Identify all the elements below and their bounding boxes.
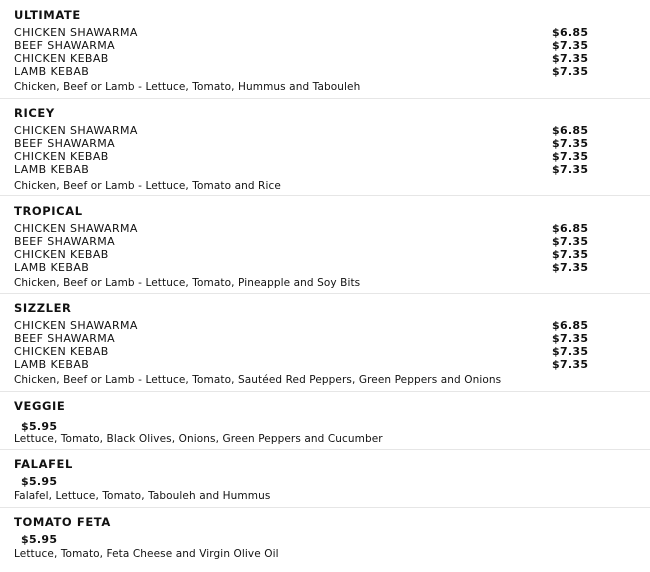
menu-item	[14, 26, 614, 39]
item-price: $7.35	[552, 248, 589, 261]
item-name: LAMB KEBAB	[14, 163, 90, 176]
item-name: CHICKEN KEBAB	[14, 248, 109, 261]
section-title: RICEY	[14, 106, 55, 120]
item-name: CHICKEN KEBAB	[14, 150, 109, 163]
menu-item	[14, 39, 614, 52]
menu-section-tropical	[0, 195, 650, 294]
item-name: CHICKEN KEBAB	[14, 345, 109, 358]
menu-section-ultimate	[0, 0, 650, 98]
section-description: Falafel, Lettuce, Tomato, Tabouleh and Hummus	[14, 490, 271, 502]
section-title: TROPICAL	[14, 204, 83, 218]
item-name: CHICKEN SHAWARMA	[14, 124, 138, 137]
item-name: CHICKEN SHAWARMA	[14, 222, 138, 235]
item-price: $7.35	[552, 163, 589, 176]
menu-item	[14, 222, 614, 235]
item-price: $7.35	[552, 39, 589, 52]
menu-item	[14, 124, 614, 137]
item-name: BEEF SHAWARMA	[14, 235, 116, 248]
menu-item	[14, 248, 614, 261]
item-price: $7.35	[552, 150, 589, 163]
menu-item	[14, 261, 614, 274]
menu-item	[14, 235, 614, 248]
item-name: CHICKEN SHAWARMA	[14, 26, 138, 39]
item-price: $6.85	[552, 26, 589, 39]
section-title: TOMATO FETA	[14, 515, 111, 529]
section-price: $5.95	[21, 420, 58, 433]
menu-section-tomato-feta	[0, 507, 650, 572]
menu-item	[14, 150, 614, 163]
menu-item	[14, 332, 614, 345]
item-name: LAMB KEBAB	[14, 358, 90, 371]
menu-item	[14, 52, 614, 65]
item-name: LAMB KEBAB	[14, 65, 90, 78]
item-price: $7.35	[552, 65, 589, 78]
item-price: $7.35	[552, 358, 589, 371]
item-name: LAMB KEBAB	[14, 261, 90, 274]
section-title: VEGGIE	[14, 399, 66, 413]
item-price: $6.85	[552, 319, 589, 332]
menu-item	[14, 345, 614, 358]
section-price: $5.95	[21, 533, 58, 546]
section-price: $5.95	[21, 475, 58, 488]
menu-section-veggie	[0, 391, 650, 450]
section-description: Lettuce, Tomato, Black Olives, Onions, Green Peppers and Cucumber	[14, 433, 383, 445]
menu-item	[14, 137, 614, 150]
section-title: ULTIMATE	[14, 8, 81, 22]
section-description: Chicken, Beef or Lamb - Lettuce, Tomato and Rice	[14, 180, 281, 192]
section-description: Lettuce, Tomato, Feta Cheese and Virgin Olive Oil	[14, 548, 279, 560]
section-title: FALAFEL	[14, 457, 73, 471]
item-name: BEEF SHAWARMA	[14, 332, 116, 345]
item-price: $7.35	[552, 345, 589, 358]
section-title: SIZZLER	[14, 301, 72, 315]
section-description: Chicken, Beef or Lamb - Lettuce, Tomato, Sautéed Red Peppers, Green Peppers and Onions	[14, 374, 502, 386]
menu-item	[14, 319, 614, 332]
item-name: CHICKEN SHAWARMA	[14, 319, 138, 332]
menu-item	[14, 163, 614, 176]
section-description: Chicken, Beef or Lamb - Lettuce, Tomato, Hummus and Tabouleh	[14, 81, 361, 93]
item-price: $6.85	[552, 124, 589, 137]
menu-section-falafel	[0, 449, 650, 508]
menu-item	[14, 358, 614, 371]
item-price: $6.85	[552, 222, 589, 235]
item-price: $7.35	[552, 261, 589, 274]
section-description: Chicken, Beef or Lamb - Lettuce, Tomato, Pineapple and Soy Bits	[14, 277, 361, 289]
item-price: $7.35	[552, 52, 589, 65]
menu-item	[14, 65, 614, 78]
menu-section-sizzler	[0, 293, 650, 392]
item-name: BEEF SHAWARMA	[14, 39, 116, 52]
menu-section-ricey	[0, 98, 650, 196]
item-name: CHICKEN KEBAB	[14, 52, 109, 65]
item-name: BEEF SHAWARMA	[14, 137, 116, 150]
item-price: $7.35	[552, 137, 589, 150]
item-price: $7.35	[552, 235, 589, 248]
item-price: $7.35	[552, 332, 589, 345]
